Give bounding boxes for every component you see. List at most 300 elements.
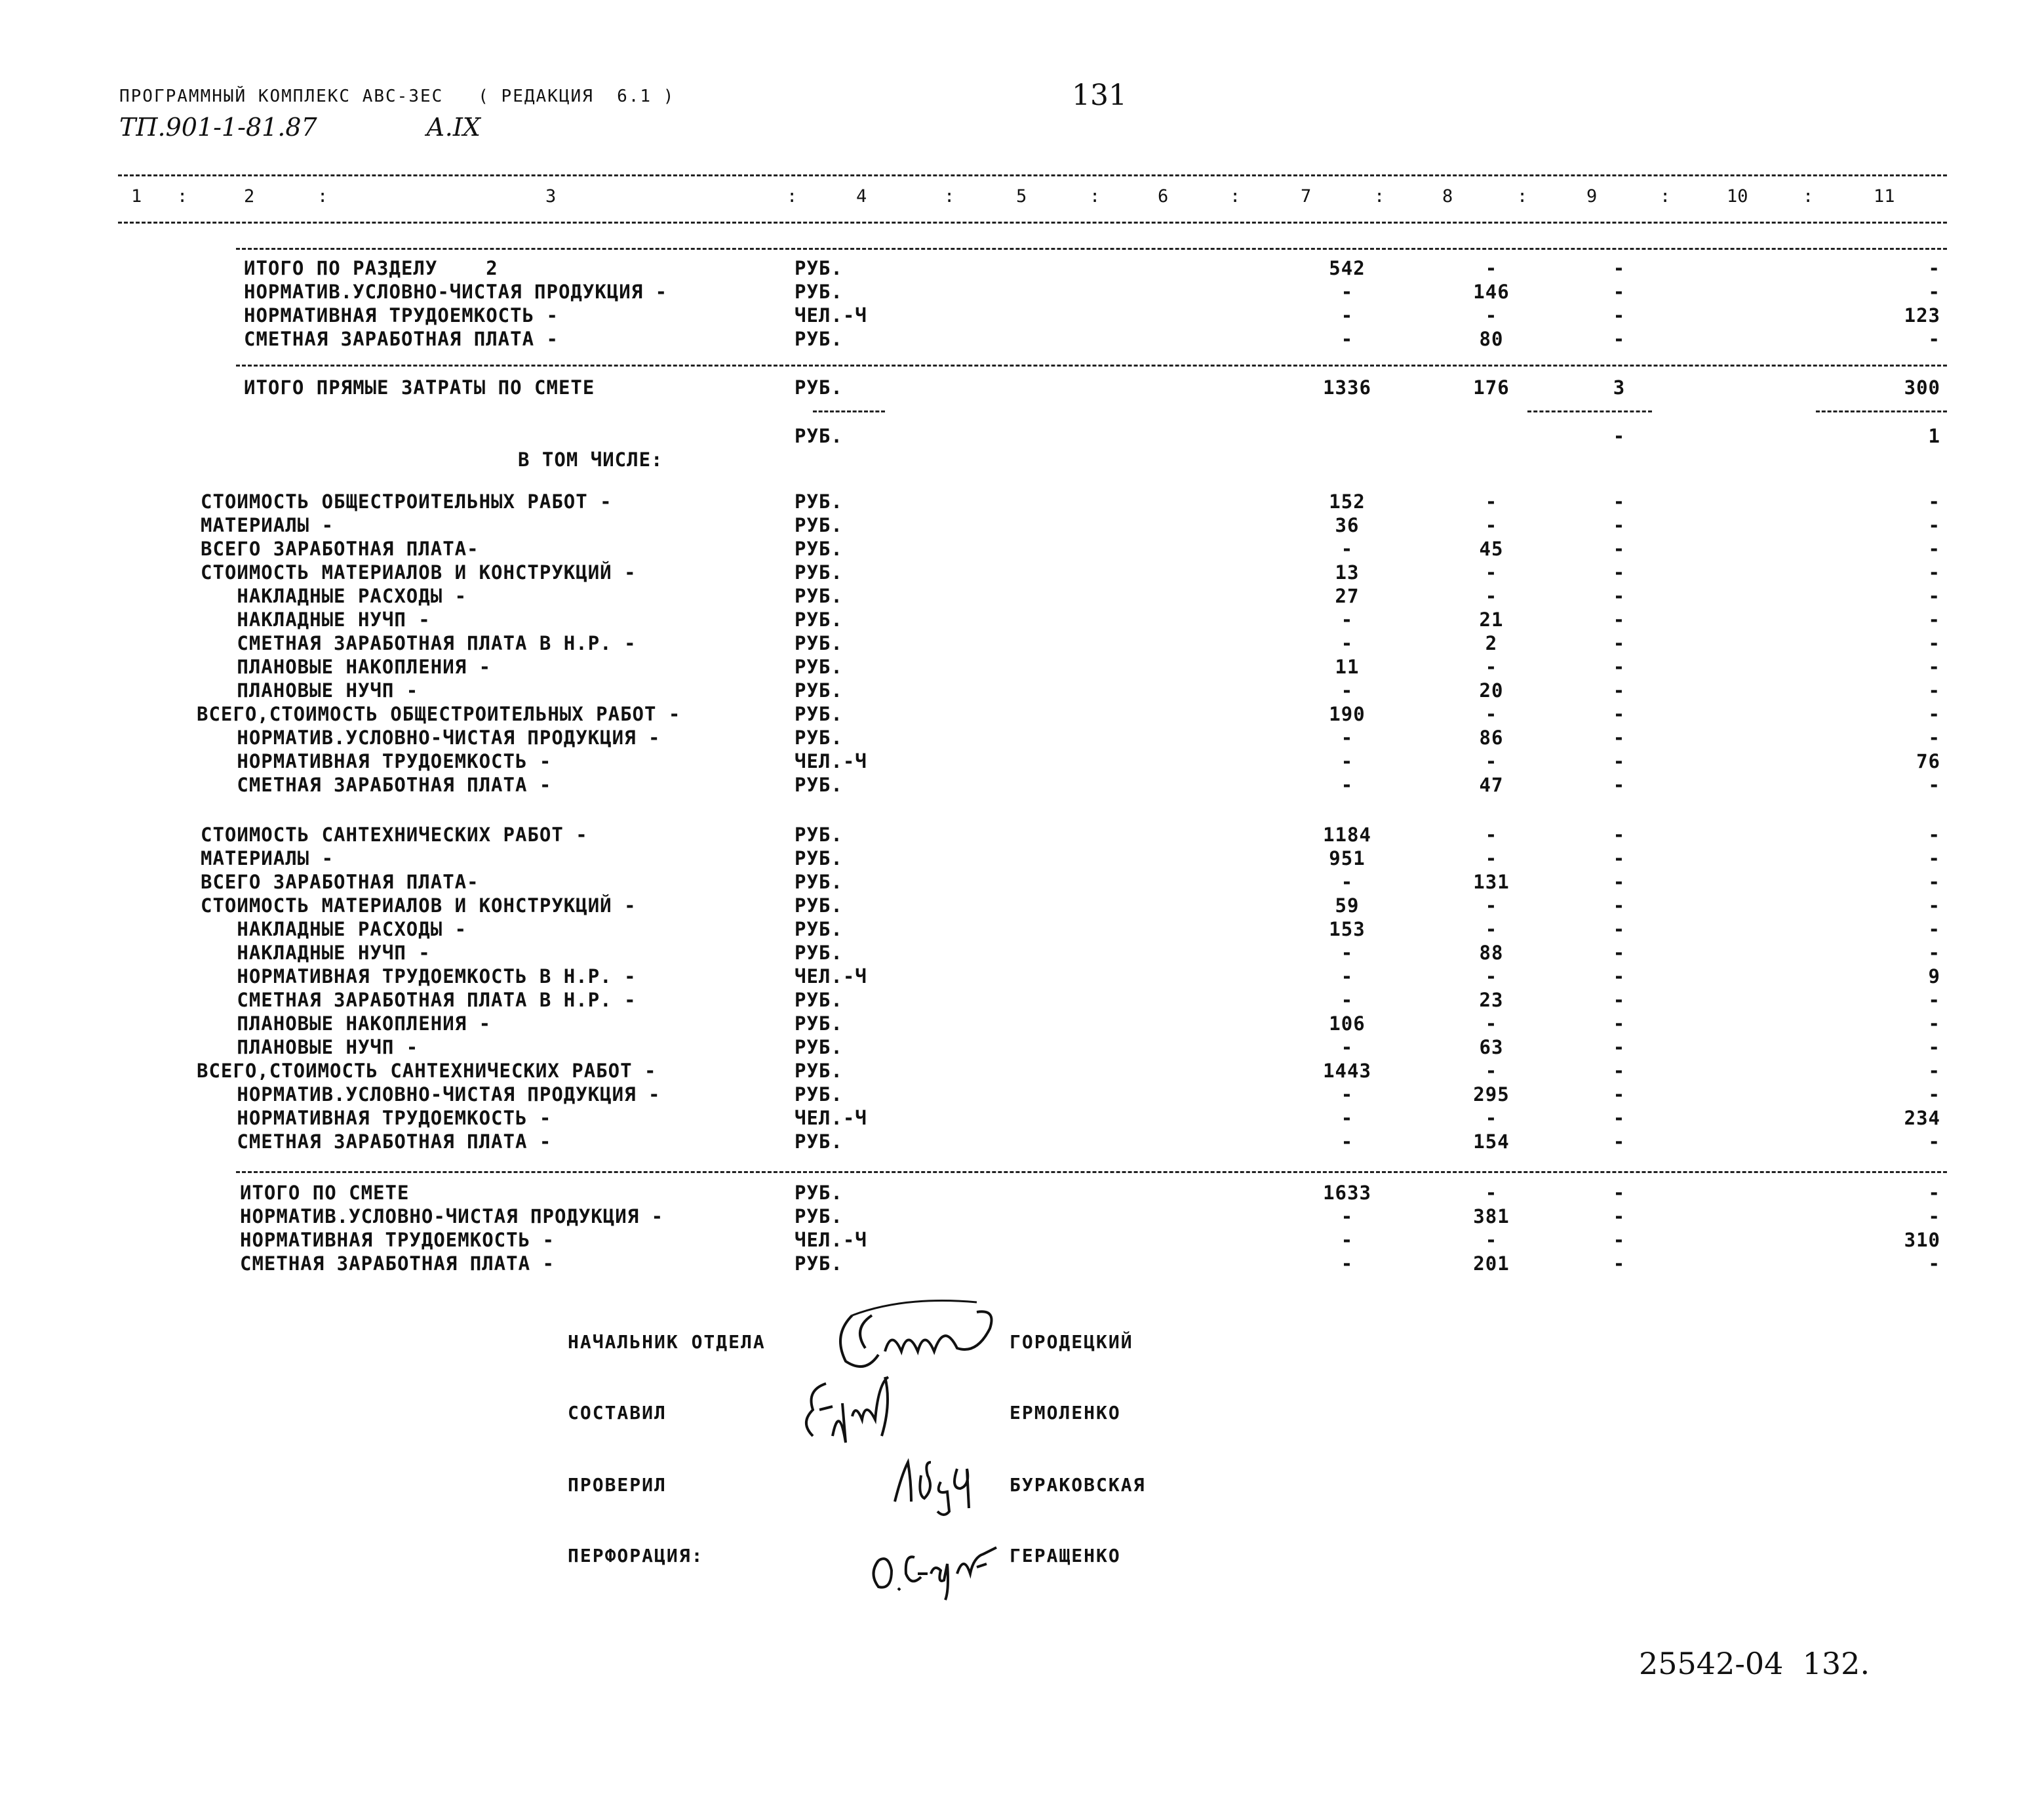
cell-col11: - (1928, 257, 1940, 279)
table-row (0, 425, 2044, 449)
table-row (0, 257, 2044, 281)
cell-col11: - (1928, 918, 1940, 940)
cell-col9: - (1613, 425, 1626, 447)
row-unit: РУБ. (795, 585, 843, 607)
column-number: 3 (545, 186, 557, 207)
column-separator: : (787, 186, 798, 207)
table-row (0, 656, 2044, 679)
row-unit: РУБ. (795, 257, 843, 279)
cell-col7: - (1341, 1205, 1354, 1227)
cell-col8: 21 (1479, 609, 1504, 631)
cell-col9: - (1613, 1036, 1626, 1058)
cell-col11: - (1928, 514, 1940, 536)
cell-col8: - (1485, 257, 1498, 279)
cell-col8: 154 (1473, 1130, 1510, 1153)
cell-col7: - (1341, 632, 1354, 654)
table-row (0, 1130, 2044, 1154)
row-label: НОРМАТИВНАЯ ТРУДОЕМКОСТЬ В Н.Р. - (201, 965, 637, 988)
cell-col11: - (1928, 1130, 1940, 1153)
cell-col7: - (1341, 871, 1354, 893)
cell-col9: - (1613, 847, 1626, 869)
cell-col8: 176 (1473, 376, 1510, 399)
row-unit: РУБ. (795, 1012, 843, 1035)
column-number-row (0, 186, 2044, 210)
cell-col7: - (1341, 1130, 1354, 1153)
row-unit: РУБ. (795, 703, 843, 725)
cell-col11: - (1928, 1060, 1940, 1082)
row-unit: РУБ. (795, 656, 843, 678)
cell-col7: - (1341, 1083, 1354, 1106)
cell-col8: 23 (1479, 989, 1504, 1011)
cell-col7: 1443 (1323, 1060, 1371, 1082)
cell-col8: - (1485, 847, 1498, 869)
column-number: 10 (1727, 186, 1748, 207)
cell-col7: - (1341, 328, 1354, 350)
cell-col9: - (1613, 1083, 1626, 1106)
row-label: НОРМАТИВ.УСЛОВНО-ЧИСТАЯ ПРОДУКЦИЯ - (240, 1205, 664, 1227)
column-number: 5 (1016, 186, 1027, 207)
col11-underline (1816, 410, 1947, 412)
cell-col11: - (1928, 1036, 1940, 1058)
row-unit: РУБ. (795, 871, 843, 893)
table-row (0, 894, 2044, 918)
cell-col8: - (1485, 1107, 1498, 1129)
cell-col11: - (1928, 703, 1940, 725)
cell-col7: 1184 (1323, 824, 1371, 846)
cell-col9: - (1613, 281, 1626, 303)
cell-col8: 80 (1479, 328, 1504, 350)
cell-col7: 542 (1329, 257, 1366, 279)
row-unit: ЧЕЛ.-Ч (795, 965, 867, 988)
cell-col11: - (1928, 1252, 1940, 1275)
row-label: НОРМАТИВНАЯ ТРУДОЕМКОСТЬ - (240, 1229, 555, 1251)
cell-col11: - (1928, 942, 1940, 964)
signature-name: ЕРМОЛЕНКО (1010, 1402, 1121, 1424)
row-label: В ТОМ ЧИСЛЕ: (518, 449, 663, 471)
signature-role: НАЧАЛЬНИК ОТДЕЛА (568, 1331, 766, 1353)
cell-col9: - (1613, 824, 1626, 846)
cell-col9: - (1613, 257, 1626, 279)
cell-col9: - (1613, 514, 1626, 536)
table-row (0, 703, 2044, 727)
column-number: 7 (1301, 186, 1312, 207)
cell-col7: 951 (1329, 847, 1366, 869)
cell-col8: - (1485, 304, 1498, 327)
cell-col7: - (1341, 942, 1354, 964)
cell-col9: - (1613, 490, 1626, 513)
cell-col8: - (1485, 656, 1498, 678)
cell-col7: 27 (1335, 585, 1360, 607)
row-unit: РУБ. (795, 514, 843, 536)
cell-col7: - (1341, 965, 1354, 988)
row-label: НОРМАТИВ.УСЛОВНО-ЧИСТАЯ ПРОДУКЦИЯ - (201, 727, 661, 749)
signature-role: ПРОВЕРИЛ (568, 1474, 667, 1496)
cell-col9: - (1613, 1182, 1626, 1204)
column-separator: : (1803, 186, 1814, 207)
row-label: МАТЕРИАЛЫ - (201, 514, 334, 536)
row-label: СМЕТНАЯ ЗАРАБОТНАЯ ПЛАТА - (201, 774, 552, 796)
column-number: 9 (1586, 186, 1598, 207)
cell-col11: - (1928, 609, 1940, 631)
row-unit: РУБ. (795, 1083, 843, 1106)
cell-col8: - (1485, 703, 1498, 725)
row-unit: ЧЕЛ.-Ч (795, 750, 867, 772)
cell-col11: - (1928, 632, 1940, 654)
document-code: ТП.901-1-81.87 (119, 113, 317, 142)
row-unit: РУБ. (795, 847, 843, 869)
cell-col9: - (1613, 774, 1626, 796)
cell-col7: - (1341, 304, 1354, 327)
cell-col11: - (1928, 1012, 1940, 1035)
row-label: НАКЛАДНЫЕ РАСХОДЫ - (201, 918, 467, 940)
cell-col7: - (1341, 609, 1354, 631)
cell-col11: 76 (1916, 750, 1940, 772)
signature-name: ГЕРАЩЕНКО (1010, 1545, 1121, 1567)
row-label: ВСЕГО,СТОИМОСТЬ ОБЩЕСТРОИТЕЛЬНЫХ РАБОТ - (197, 703, 681, 725)
cell-col7: - (1341, 1036, 1354, 1058)
table-row (0, 304, 2044, 328)
cell-col7: 1336 (1323, 376, 1371, 399)
row-unit: РУБ. (795, 918, 843, 940)
row-label: ВСЕГО ЗАРАБОТНАЯ ПЛАТА- (201, 538, 479, 560)
table-row (0, 1012, 2044, 1036)
row-unit: РУБ. (795, 679, 843, 702)
row-label: ИТОГО ПРЯМЫЕ ЗАТРАТЫ ПО СМЕТЕ (244, 376, 595, 399)
row-label: СМЕТНАЯ ЗАРАБОТНАЯ ПЛАТА В Н.Р. - (201, 632, 637, 654)
row-label: ПЛАНОВЫЕ НАКОПЛЕНИЯ - (201, 656, 492, 678)
row-unit: РУБ. (795, 727, 843, 749)
row-unit: РУБ. (795, 1130, 843, 1153)
row-unit: РУБ. (795, 490, 843, 513)
grand-total-rule (236, 1171, 1947, 1173)
column-separator: : (1660, 186, 1671, 207)
cell-col9: - (1613, 304, 1626, 327)
cell-col9: 3 (1613, 376, 1626, 399)
cell-col11: - (1928, 561, 1940, 584)
row-label: ПЛАНОВЫЕ НУЧП - (201, 1036, 419, 1058)
row-label: НАКЛАДНЫЕ РАСХОДЫ - (201, 585, 467, 607)
cell-col8: - (1485, 561, 1498, 584)
handwritten-signature (793, 1364, 924, 1456)
cell-col11: - (1928, 871, 1940, 893)
table-row (0, 561, 2044, 585)
cell-col9: - (1613, 679, 1626, 702)
table-row (0, 1060, 2044, 1083)
row-label: МАТЕРИАЛЫ - (201, 847, 334, 869)
cell-col9: - (1613, 1252, 1626, 1275)
cell-col7: 190 (1329, 703, 1366, 725)
cell-col8: - (1485, 514, 1498, 536)
column-separator: : (1517, 186, 1528, 207)
cell-col8: 146 (1473, 281, 1510, 303)
table-row (0, 449, 2044, 472)
cell-col11: - (1928, 774, 1940, 796)
row-unit: РУБ. (795, 561, 843, 584)
col9-underline (1527, 410, 1652, 412)
row-label: ВСЕГО ЗАРАБОТНАЯ ПЛАТА- (201, 871, 479, 893)
cell-col8: - (1485, 1182, 1498, 1204)
row-label: НОРМАТИВ.УСЛОВНО-ЧИСТАЯ ПРОДУКЦИЯ - (201, 1083, 661, 1106)
cell-col9: - (1613, 561, 1626, 584)
cell-col8: 45 (1479, 538, 1504, 560)
table-row (0, 1182, 2044, 1205)
column-header-rule (118, 222, 1947, 224)
cell-col9: - (1613, 1130, 1626, 1153)
cell-col8: 88 (1479, 942, 1504, 964)
handwritten-signature (865, 1528, 1010, 1606)
cell-col9: - (1613, 750, 1626, 772)
column-separator: : (944, 186, 955, 207)
program-header: ПРОГРАММНЫЙ КОМПЛЕКС АВС-ЗЕС ( РЕДАКЦИЯ 6.1 ) (119, 87, 675, 106)
table-row (0, 1205, 2044, 1229)
table-row (0, 989, 2044, 1012)
row-label: СТОИМОСТЬ МАТЕРИАЛОВ И КОНСТРУКЦИЙ - (201, 894, 637, 917)
table-row (0, 1107, 2044, 1130)
row-unit: ЧЕЛ.-Ч (795, 1107, 867, 1129)
cell-col7: - (1341, 1107, 1354, 1129)
row-unit: ЧЕЛ.-Ч (795, 304, 867, 327)
cell-col8: - (1485, 1229, 1498, 1251)
signature-role: ПЕРФОРАЦИЯ: (568, 1545, 704, 1567)
row-label: ПЛАНОВЫЕ НАКОПЛЕНИЯ - (201, 1012, 492, 1035)
table-row (0, 871, 2044, 894)
row-unit: РУБ. (795, 824, 843, 846)
cell-col7: 11 (1335, 656, 1360, 678)
row-label: НОРМАТИВНАЯ ТРУДОЕМКОСТЬ - (201, 750, 552, 772)
cell-col8: - (1485, 965, 1498, 988)
table-row (0, 918, 2044, 942)
column-number: 6 (1158, 186, 1169, 207)
column-number: 1 (131, 186, 142, 207)
cell-col11: - (1928, 538, 1940, 560)
cell-col11: 1 (1928, 425, 1940, 447)
column-separator: : (1374, 186, 1385, 207)
cell-col11: - (1928, 490, 1940, 513)
column-number: 4 (856, 186, 867, 207)
footer-handwritten-note: 25542-04 132. (1639, 1646, 1870, 1681)
cell-col11: - (1928, 894, 1940, 917)
cell-col9: - (1613, 656, 1626, 678)
cell-col9: - (1613, 918, 1626, 940)
cell-col7: - (1341, 750, 1354, 772)
row-label: СМЕТНАЯ ЗАРАБОТНАЯ ПЛАТА - (240, 1252, 555, 1275)
cell-col9: - (1613, 1012, 1626, 1035)
row-label: НОРМАТИВ.УСЛОВНО-ЧИСТАЯ ПРОДУКЦИЯ - (244, 281, 668, 303)
cell-col9: - (1613, 1107, 1626, 1129)
cell-col9: - (1613, 328, 1626, 350)
row-unit: ЧЕЛ.-Ч (795, 1229, 867, 1251)
table-row (0, 585, 2044, 609)
cell-col9: - (1613, 632, 1626, 654)
row-unit: РУБ. (795, 1060, 843, 1082)
cell-col11: 234 (1904, 1107, 1940, 1129)
cell-col11: 9 (1928, 965, 1940, 988)
cell-col9: - (1613, 989, 1626, 1011)
direct-costs-rule (813, 410, 885, 412)
row-unit: РУБ. (795, 1252, 843, 1275)
cell-col8: 47 (1479, 774, 1504, 796)
cell-col8: - (1485, 1012, 1498, 1035)
row-unit: РУБ. (795, 328, 843, 350)
cell-col7: - (1341, 989, 1354, 1011)
table-row (0, 750, 2044, 774)
cell-col11: - (1928, 989, 1940, 1011)
table-row (0, 679, 2044, 703)
signature-name: ГОРОДЕЦКИЙ (1010, 1331, 1133, 1353)
cell-col8: 131 (1473, 871, 1510, 893)
cell-col7: 1633 (1323, 1182, 1371, 1204)
table-row (0, 824, 2044, 847)
cell-col8: 381 (1473, 1205, 1510, 1227)
cell-col9: - (1613, 965, 1626, 988)
column-separator: : (1090, 186, 1101, 207)
table-top-rule (118, 174, 1947, 176)
column-number: 11 (1874, 186, 1895, 207)
cell-col9: - (1613, 942, 1626, 964)
cell-col7: 106 (1329, 1012, 1366, 1035)
cell-col11: - (1928, 585, 1940, 607)
cell-col8: 86 (1479, 727, 1504, 749)
cell-col11: 123 (1904, 304, 1940, 327)
cell-col7: - (1341, 774, 1354, 796)
row-unit: РУБ. (795, 425, 843, 447)
table-row (0, 328, 2044, 351)
row-unit: РУБ. (795, 376, 843, 399)
section-total-rule (236, 365, 1947, 367)
album-number: А.IX (426, 113, 481, 142)
row-unit: РУБ. (795, 281, 843, 303)
row-label: ИТОГО ПО РАЗДЕЛУ 2 (244, 257, 498, 279)
table-row (0, 609, 2044, 632)
cell-col9: - (1613, 1229, 1626, 1251)
column-number: 2 (244, 186, 255, 207)
cell-col8: - (1485, 894, 1498, 917)
cell-col9: - (1613, 703, 1626, 725)
row-unit: РУБ. (795, 989, 843, 1011)
row-label: НАКЛАДНЫЕ НУЧП - (201, 609, 431, 631)
row-unit: РУБ. (795, 942, 843, 964)
cell-col9: - (1613, 871, 1626, 893)
table-row (0, 942, 2044, 965)
table-row (0, 965, 2044, 989)
cell-col8: 201 (1473, 1252, 1510, 1275)
cell-col9: - (1613, 609, 1626, 631)
column-number: 8 (1442, 186, 1453, 207)
cell-col9: - (1613, 538, 1626, 560)
table-row (0, 1036, 2044, 1060)
cell-col11: - (1928, 1182, 1940, 1204)
cell-col7: 59 (1335, 894, 1360, 917)
cell-col11: - (1928, 281, 1940, 303)
cell-col7: - (1341, 281, 1354, 303)
cell-col7: 36 (1335, 514, 1360, 536)
row-unit: РУБ. (795, 1036, 843, 1058)
cell-col8: - (1485, 585, 1498, 607)
page-number: 131 (1072, 79, 1127, 112)
row-label: ПЛАНОВЫЕ НУЧП - (201, 679, 419, 702)
table-row (0, 1229, 2044, 1252)
cell-col8: - (1485, 918, 1498, 940)
cell-col7: 153 (1329, 918, 1366, 940)
cell-col8: - (1485, 750, 1498, 772)
row-label: СТОИМОСТЬ САНТЕХНИЧЕСКИХ РАБОТ - (201, 824, 588, 846)
table-row (0, 847, 2044, 871)
row-unit: РУБ. (795, 1205, 843, 1227)
cell-col9: - (1613, 1060, 1626, 1082)
table-row (0, 1252, 2044, 1276)
cell-col8: - (1485, 1060, 1498, 1082)
cell-col8: - (1485, 490, 1498, 513)
row-unit: РУБ. (795, 774, 843, 796)
column-separator: : (317, 186, 328, 207)
row-unit: РУБ. (795, 609, 843, 631)
cell-col8: 2 (1485, 632, 1498, 654)
row-label: НАКЛАДНЫЕ НУЧП - (201, 942, 431, 964)
cell-col7: 13 (1335, 561, 1360, 584)
table-row (0, 774, 2044, 797)
table-row (0, 1083, 2044, 1107)
cell-col8: 20 (1479, 679, 1504, 702)
table-row (0, 490, 2044, 514)
cell-col9: - (1613, 585, 1626, 607)
section-rule (236, 248, 1947, 250)
row-label: НОРМАТИВНАЯ ТРУДОЕМКОСТЬ - (244, 304, 559, 327)
row-unit: РУБ. (795, 538, 843, 560)
row-unit: РУБ. (795, 632, 843, 654)
cell-col11: - (1928, 1083, 1940, 1106)
signature-name: БУРАКОВСКАЯ (1010, 1474, 1146, 1496)
row-unit: РУБ. (795, 894, 843, 917)
row-label: СМЕТНАЯ ЗАРАБОТНАЯ ПЛАТА В Н.Р. - (201, 989, 637, 1011)
handwritten-signature (885, 1449, 996, 1521)
cell-col7: - (1341, 679, 1354, 702)
signature-role: СОСТАВИЛ (568, 1402, 667, 1424)
column-separator: : (177, 186, 188, 207)
table-row (0, 281, 2044, 304)
cell-col7: 152 (1329, 490, 1366, 513)
cell-col11: - (1928, 824, 1940, 846)
cell-col8: - (1485, 824, 1498, 846)
cell-col11: - (1928, 656, 1940, 678)
cell-col8: 63 (1479, 1036, 1504, 1058)
cell-col7: - (1341, 538, 1354, 560)
row-label: СМЕТНАЯ ЗАРАБОТНАЯ ПЛАТА - (244, 328, 559, 350)
cell-col9: - (1613, 894, 1626, 917)
cell-col11: 300 (1904, 376, 1940, 399)
cell-col7: - (1341, 727, 1354, 749)
row-label: СТОИМОСТЬ ОБЩЕСТРОИТЕЛЬНЫХ РАБОТ - (201, 490, 612, 513)
cell-col11: 310 (1904, 1229, 1940, 1251)
column-separator: : (1230, 186, 1241, 207)
cell-col9: - (1613, 1205, 1626, 1227)
row-label: ВСЕГО,СТОИМОСТЬ САНТЕХНИЧЕСКИХ РАБОТ - (197, 1060, 657, 1082)
row-label: СМЕТНАЯ ЗАРАБОТНАЯ ПЛАТА - (201, 1130, 552, 1153)
cell-col8: 295 (1473, 1083, 1510, 1106)
row-label: НОРМАТИВНАЯ ТРУДОЕМКОСТЬ - (201, 1107, 552, 1129)
table-row (0, 376, 2044, 400)
row-label: СТОИМОСТЬ МАТЕРИАЛОВ И КОНСТРУКЦИЙ - (201, 561, 637, 584)
cell-col11: - (1928, 679, 1940, 702)
table-row (0, 514, 2044, 538)
table-row (0, 538, 2044, 561)
cell-col11: - (1928, 847, 1940, 869)
row-label: ИТОГО ПО СМЕТЕ (240, 1182, 410, 1204)
cell-col11: - (1928, 328, 1940, 350)
cell-col11: - (1928, 727, 1940, 749)
table-row (0, 727, 2044, 750)
cell-col7: - (1341, 1229, 1354, 1251)
cell-col9: - (1613, 727, 1626, 749)
